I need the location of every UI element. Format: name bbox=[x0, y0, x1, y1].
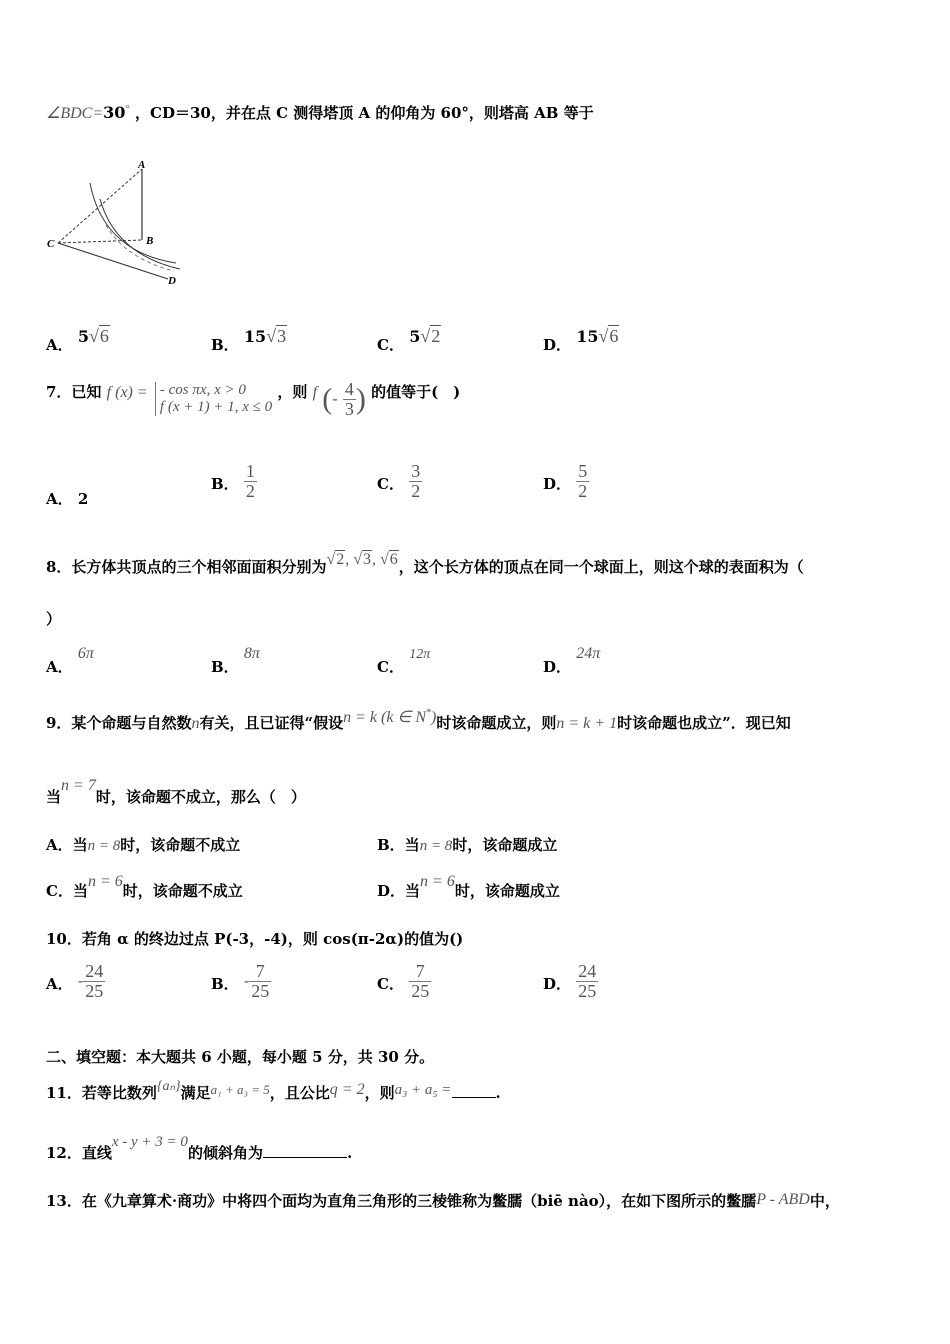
q6-option-c: C． 5√2 bbox=[377, 326, 441, 354]
tower-figure bbox=[44, 155, 194, 291]
q12-answer-blank[interactable] bbox=[263, 1157, 347, 1158]
q7-option-b: B． $\frac{1}{2}$ bbox=[211, 461, 255, 501]
q13-stem: 13．在《九章算术·商功》中将四个面均为直角三角形的三棱锥称为鳖臑（biē nào），在如下图所示的鳖臑P - ABD中， bbox=[46, 1191, 840, 1210]
q6-stem-text: ，CD＝30，并在点 C 测得塔顶 A 的仰角为 60°，则塔高 AB 等于 bbox=[135, 104, 594, 122]
q6-option-a: A． 5√6 bbox=[46, 326, 109, 354]
q11-stem: 11．若等比数列{aₙ}满足a₁ + a₃ = 5，且公比q = 2，则a₃ + a₅ = . bbox=[46, 1079, 501, 1102]
q7-piecewise: - cos πx, x > 0 f (x + 1) + 1, x ≤ 0 bbox=[155, 382, 272, 416]
q9-option-a: A．当n = 8时，该命题不成立 bbox=[46, 836, 241, 854]
q7-option-d: D． $\frac{5}{2}$ bbox=[543, 461, 588, 501]
q10-option-b: B． - $\frac{7}{25}$ bbox=[211, 961, 270, 1001]
q10-option-c: C． $\frac{7}{25}$ bbox=[377, 961, 430, 1001]
q7-option-c: C． $\frac{3}{2}$ bbox=[377, 461, 421, 501]
section-fill-in-title: 二、填空题：本大题共 6 小题，每小题 5 分，共 30 分。 bbox=[46, 1048, 435, 1066]
fig-label-b: B bbox=[146, 235, 154, 247]
q7-option-a: A． 2 bbox=[46, 490, 89, 508]
fig-label-a: A bbox=[138, 159, 146, 171]
q10-option-a: A． - $\frac{24}{25}$ bbox=[46, 961, 104, 1001]
q9-option-b: B．当n = 8时，该命题成立 bbox=[377, 836, 558, 854]
q10-option-d: D． $\frac{24}{25}$ bbox=[543, 961, 597, 1001]
q8-stem: 8．长方体共顶点的三个相邻面面积分别为√2, √3, √6，这个长方体的顶点在同一个球面上，则这个球的表面积为（ bbox=[46, 551, 804, 576]
q9-stem-cont: 当n = 7时，该命题不成立，那么（ ） bbox=[46, 777, 306, 806]
q8-stem-cont: ） bbox=[46, 610, 62, 628]
q7-stem: 7．已知 f (x) = - cos πx, x > 0 f (x + 1) + 1, x ≤ 0 ，则 f (- $\frac{4}{3}$ ) 的值等于( ) bbox=[46, 379, 461, 419]
q11-answer-blank[interactable] bbox=[452, 1097, 496, 1098]
fig-label-c: C bbox=[47, 238, 55, 250]
q8-option-a: A． 6π bbox=[46, 645, 94, 676]
fig-label-d: D bbox=[168, 275, 176, 287]
q8-option-d: D． 24π bbox=[543, 645, 601, 676]
q6-angle: ∠BDC= bbox=[46, 105, 104, 122]
q12-stem: 12．直线x - y + 3 = 0的倾斜角为 . bbox=[46, 1134, 353, 1162]
q9-stem: 9．某个命题与自然数n有关，且已证得“假设n = k (k ∈ N*)时该命题成立，则n = k + 1时该命题也成立”．现已知 bbox=[46, 707, 791, 732]
q6-option-d: D． 15√6 bbox=[543, 326, 619, 354]
q8-option-c: C． 12π bbox=[377, 647, 431, 676]
q10-stem: 10．若角 α 的终边过点 P(-3，-4)，则 cos(π-2α)的值为() bbox=[46, 930, 464, 948]
q6-angle-value: 30 bbox=[103, 103, 126, 122]
q6-stem bbox=[46, 102, 594, 123]
q6-degree: ° bbox=[125, 103, 130, 115]
q9-option-c: C．当n = 6时，该命题不成立 bbox=[46, 873, 243, 900]
q9-option-d: D．当n = 6时，该命题成立 bbox=[377, 873, 560, 900]
q6-option-b: B． 15√3 bbox=[211, 326, 287, 354]
q8-option-b: B． 8π bbox=[211, 645, 260, 676]
